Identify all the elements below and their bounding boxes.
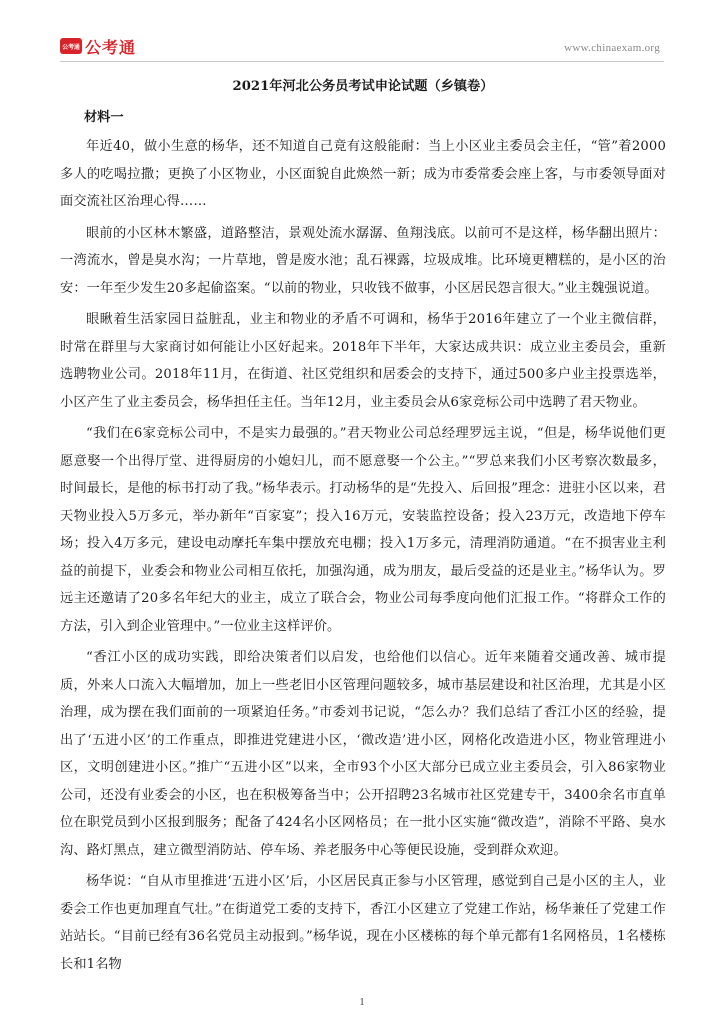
section-heading: 材料一 [84, 110, 124, 125]
site-url: www.chinaexam.org [564, 42, 660, 54]
header-divider [60, 61, 664, 62]
paragraph-6: 杨华说：“自从市里推进‘五进小区’后，小区居民真正参与小区管理，感觉到自己是小区的主人，业委会工作也更加理直气壮。”在街道党工委的支持下，香江小区建立了党建工作站，杨华兼任了党建工作站站长。“目前已经有36名党员主动报到。”杨华说，现在小区楼栋的每个单元都有1名网格员，1名楼栋长和1名物 [60, 874, 666, 972]
paragraph-2: 眼前的小区林木繁盛，道路整洁，景观处流水潺潺、鱼翔浅底。以前可不是这样，杨华翻出照片：一湾流水，曾是臭水沟；一片草地，曾是废水池；乱石裸露，垃圾成堆。比环境更糟糕的，是小区的治安：一年至少发生20多起偷盗案。“以前的物业，只收钱不做事，小区居民怨言很大。”业主魏强说道。 [60, 225, 666, 296]
paragraph-4: “我们在6家竞标公司中，不是实力最强的。”君天物业公司总经理罗远主说，“但是，杨华说他们更愿意娶一个出得厅堂、进得厨房的小媳妇儿，而不愿意娶一个公主。”“罗总来我们小区考察次数最多，时间最长，是他的标书打动了我。”杨华表示。打动杨华的是“先投入、后回报”理念：进驻小区以来，君天物业投入5万多元，举办新年“百家宴”；投入16万元，安装监控设备；投入23万元，改造地下停车场；投入4万多元，建设电动摩托车集中摆放充电棚；投入1万多元，清理消防通道。“在不损害业主利益的前提下，业委会和物业公司相互依托，加强沟通，成为朋友，最后受益的还是业主。”杨华认为。罗远主还邀请了20多名年纪大的业主，成立了联合会，物业公司每季度向他们汇报工作。“将群众工作的方法，引入到企业管理中。”一位业主这样评价。 [60, 426, 666, 634]
logo-text: 公考通 [85, 37, 137, 57]
logo-badge-icon: 公考通 [60, 38, 82, 54]
brand-logo[interactable] [60, 36, 136, 56]
paragraph-1: 年近40，做小生意的杨华，还不知道自己竟有这般能耐：当上小区业主委员会主任，“管”着2000多人的吃喝拉撒；更换了小区物业，小区面貌自此焕然一新；成为市委常委会座上客，与市委领导面对面交流社区治理心得…… [60, 139, 666, 209]
page-header [0, 0, 724, 66]
paragraph-3: 眼瞅着生活家园日益脏乱，业主和物业的矛盾不可调和，杨华于2016年建立了一个业主微信群，时常在群里与大家商讨如何能让小区好起来。2018年下半年，大家达成共识：成立业主委员会，重新选聘物业公司。2018年11月，在街道、社区党组织和居委会的支持下，通过500多户业主投票选举，小区产生了业主委员会，杨华担任主任。当年12月，业主委员会从6家竞标公司中选聘了君天物业。 [60, 312, 666, 410]
document-body [60, 76, 666, 982]
page-number: 1 [359, 997, 365, 1008]
document-title: 2021年河北公务员考试申论试题（乡镇卷） [232, 79, 494, 94]
paragraph-5: “香江小区的成功实践，即给决策者们以启发，也给他们以信心。近年来随着交通改善、城市提质，外来人口流入大幅增加，加上一些老旧小区管理问题较多，城市基层建设和社区治理，尤其是小区治理，成为摆在我们面前的一项紧迫任务。”市委刘书记说，“怎么办？我们总结了香江小区的经验，提出了‘五进小区’的工作重点，即推进党建进小区，‘微改造’进小区，网格化改造进小区，物业管理进小区，文明创建进小区。”推广“五进小区”以来，全市93个小区大部分已成立业主委员会，引入86家物业公司，还没有业委会的小区，也在积极筹备当中；公开招聘23名城市社区党建专干，3400余名市直单位在职党员到小区报到服务；配备了424名小区网格员；在一批小区实施“微改造”，消除不平路、臭水沟、路灯黑点，建立微型消防站、停车场、养老服务中心等便民设施，受到群众欢迎。 [60, 650, 666, 858]
